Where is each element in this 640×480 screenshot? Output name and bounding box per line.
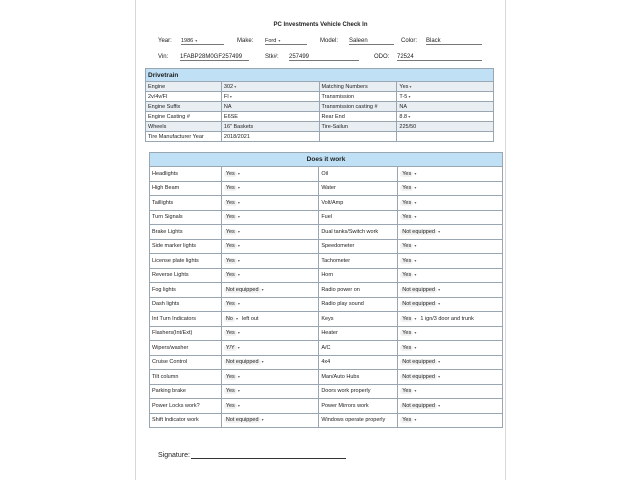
status-dropdown[interactable] [398,326,503,341]
status-value: Yes [225,373,235,380]
check-item-label-text: Tilt column [152,373,179,380]
status-value: Yes [402,272,412,279]
drivetrain-label [319,82,397,92]
check-item-label-text: Parking brake [152,388,186,395]
status-dropdown[interactable] [221,167,319,182]
status-dropdown[interactable] [221,413,319,428]
drivetrain-value[interactable] [397,82,494,92]
status-value: Not equipped [402,301,435,308]
status-value: Yes [225,301,235,308]
chevron-down-icon: ▾ [408,83,412,89]
check-item-label-text: Headlights [152,170,178,177]
drivetrain-label-text: Matching Numbers [321,83,368,90]
check-item-label-text: Keys [321,315,334,322]
drivetrain-label [146,102,222,112]
table-row [150,181,503,196]
status-dropdown[interactable] [398,283,503,298]
status-dropdown[interactable] [221,268,319,283]
status-value: Not equipped [225,286,259,293]
check-item-label-text: Water [321,185,336,192]
chevron-down-icon: ▾ [236,199,240,205]
status-note: 1 ign/3 door and trunk [420,315,474,322]
drivetrain-label-text: Transmission [321,93,355,100]
drivetrain-value[interactable] [221,92,319,102]
status-dropdown[interactable] [398,268,503,283]
status-value: Yes [225,214,235,221]
status-dropdown[interactable] [398,370,503,385]
status-value: Yes [225,243,235,250]
check-item-label [319,225,398,240]
chevron-down-icon: ▾ [413,272,417,278]
check-item-label [150,312,222,327]
color-label: Color: [401,38,418,44]
chevron-down-icon: ▾ [236,170,240,176]
table-row [150,210,503,225]
status-dropdown[interactable] [221,341,319,356]
status-dropdown[interactable] [221,239,319,254]
drivetrain-value-text: NA [223,103,232,110]
table-row [150,196,503,211]
drivetrain-label-text: Engine [148,83,166,90]
drivetrain-title: Drivetrain [146,69,494,82]
status-value: Yes [402,344,412,351]
status-dropdown[interactable] [398,254,503,269]
stk-field[interactable]: 257499 [289,54,359,61]
drivetrain-label [146,122,222,132]
status-value: Y/Y [225,344,235,351]
drivetrain-label-text: 2v/4v/FI [148,93,168,100]
table-row [150,399,503,414]
chevron-down-icon: ▾ [234,315,238,321]
status-dropdown[interactable] [221,225,319,240]
drivetrain-label [319,92,397,102]
check-item-label-text: Speedometer [321,243,355,250]
year-field[interactable] [181,38,224,45]
check-item-label-text: Side marker lights [152,243,197,250]
status-value: Not equipped [402,286,435,293]
check-item-label-text: Int Turn Indicators [152,315,197,322]
chevron-down-icon: ▾ [236,214,240,220]
chevron-down-icon: ▾ [236,272,240,278]
table-row [146,132,494,142]
check-item-label-text: Doors work properly [321,388,371,395]
check-item-label-text: Shift Indicator work [152,417,199,424]
check-item-label [319,355,398,370]
chevron-down-icon: ▾ [413,344,417,350]
check-item-label [319,268,398,283]
status-dropdown[interactable] [221,210,319,225]
status-value: Yes [402,185,412,192]
table-row [146,112,494,122]
drivetrain-label-text: Tire Manufacturer Year [148,133,204,140]
drivetrain-label [319,132,397,142]
table-row [150,413,503,428]
check-item-label [150,399,222,414]
check-item-label [319,370,398,385]
status-value: Not equipped [225,359,259,366]
drivetrain-value[interactable] [221,132,319,142]
check-item-label-text: High Beam [152,185,180,192]
drivetrain-value-text: 16" Baskets [223,123,254,130]
chevron-down-icon: ▾ [436,402,441,408]
check-item-label-text: Tachometer [321,257,351,264]
chevron-down-icon: ▾ [413,170,417,176]
check-item-label [150,254,222,269]
check-item-label [319,413,398,428]
signature-label: Signature: [158,452,190,459]
check-item-label-text: Fuel [321,214,333,221]
table-row [150,254,503,269]
chevron-down-icon: ▾ [413,417,417,423]
chevron-down-icon: ▾ [278,38,281,43]
drivetrain-value[interactable] [397,92,494,102]
drivetrain-label-text: Transmission casting # [321,103,378,110]
check-item-label [150,413,222,428]
status-value: Yes [225,199,235,206]
status-value: Not equipped [402,402,435,409]
table-row [146,102,494,112]
check-item-label [150,283,222,298]
drivetrain-value-text: T-5 [399,93,408,100]
check-item-label [150,297,222,312]
drivetrain-label [146,92,222,102]
check-item-label-text: Fog lights [152,286,176,293]
drivetrain-value[interactable] [221,102,319,112]
table-row [150,326,503,341]
drivetrain-value-text: 8.8 [399,113,408,120]
check-item-label [319,254,398,269]
drivetrain-value[interactable] [221,122,319,132]
check-item-label [150,181,222,196]
drivetrain-value-text: 302 [223,83,234,90]
status-value: Not equipped [402,228,435,235]
status-dropdown[interactable] [398,225,503,240]
status-value: Yes [402,315,412,322]
drivetrain-value[interactable] [397,122,494,132]
status-dropdown[interactable] [398,384,503,399]
chevron-down-icon: ▾ [236,373,240,379]
status-dropdown[interactable] [221,355,319,370]
check-item-label-text: Power Locks work? [152,402,200,409]
chevron-down-icon: ▾ [436,228,441,234]
check-item-label [319,196,398,211]
status-value: Yes [225,272,235,279]
check-item-label-text: Power Mirrors work [321,402,369,409]
chevron-down-icon: ▾ [413,315,417,321]
chevron-down-icon: ▾ [436,286,441,292]
drivetrain-table [145,68,494,142]
check-item-label-text: Turn Signals [152,214,183,221]
status-value: Yes [225,228,235,235]
check-item-label-text: Heater [321,330,338,337]
check-item-label [150,370,222,385]
chevron-down-icon: ▾ [436,301,441,307]
check-item-label [319,167,398,182]
status-dropdown[interactable] [398,355,503,370]
chevron-down-icon: ▾ [260,417,264,423]
chevron-down-icon: ▾ [236,330,240,336]
status-dropdown[interactable] [221,181,319,196]
chevron-down-icon: ▾ [236,243,240,249]
drivetrain-label [319,102,397,112]
odo-label: ODO: [374,54,390,60]
drivetrain-value-text: E6SE [223,113,238,120]
check-item-label [319,283,398,298]
status-value: Yes [402,243,412,250]
chevron-down-icon: ▾ [233,83,237,89]
drivetrain-label-text: Wheels [148,123,167,130]
table-row [150,297,503,312]
check-item-label-text: Man/Auto Hubs [321,373,360,380]
chevron-down-icon: ▾ [260,359,264,365]
check-item-label [319,399,398,414]
drivetrain-label-text: Rear End [321,113,345,120]
status-dropdown[interactable] [221,297,319,312]
check-item-label [150,326,222,341]
table-row [150,312,503,327]
chevron-down-icon: ▾ [413,185,417,191]
check-item-label [319,210,398,225]
check-item-label-text: Radio power on [321,286,360,293]
status-dropdown[interactable] [221,254,319,269]
check-item-label-text: Dual tanks/Switch work [321,228,379,235]
check-item-label [150,384,222,399]
table-row [150,268,503,283]
drivetrain-label-text: Tire-Sailun [321,123,348,130]
model-field[interactable]: Saleen [349,38,394,45]
check-item-label-text: Cruise Control [152,359,188,366]
table-row [146,122,494,132]
status-value: Yes [402,214,412,221]
status-value: No [225,315,233,322]
check-item-label-text: Dash lights [152,301,180,308]
document-title: PC Investments Vehicle Check In [273,22,368,28]
table-row [150,384,503,399]
signature-block [158,452,346,459]
check-item-label-text: Oil [321,170,329,177]
chevron-down-icon: ▾ [413,257,417,263]
check-item-label-text: Taillights [152,199,174,206]
check-item-label [319,341,398,356]
check-item-label [319,384,398,399]
chevron-down-icon: ▾ [260,286,264,292]
check-item-label-text: License plate lights [152,257,199,264]
status-value: Yes [225,330,235,337]
chevron-down-icon: ▾ [413,214,417,220]
chevron-down-icon: ▾ [236,185,240,191]
check-item-label [319,239,398,254]
drivetrain-label [319,112,397,122]
chevron-down-icon: ▾ [236,301,240,307]
check-item-label [150,196,222,211]
status-dropdown[interactable] [398,239,503,254]
status-dropdown[interactable] [398,297,503,312]
status-dropdown[interactable] [398,196,503,211]
check-item-label-text: A/C [321,344,331,351]
drivetrain-value-text: FI [223,93,229,100]
status-dropdown[interactable] [221,283,319,298]
status-value: Yes [402,257,412,264]
drivetrain-value[interactable] [397,102,494,112]
chevron-down-icon: ▾ [407,113,411,119]
signature-line[interactable] [191,458,346,459]
drivetrain-label-text: Engine Suffix [148,103,181,110]
make-value: Ford [265,38,277,44]
chevron-down-icon: ▾ [413,243,417,249]
table-row [150,370,503,385]
table-row [150,283,503,298]
check-item-label [150,341,222,356]
chevron-down-icon: ▾ [436,373,441,379]
status-dropdown[interactable] [398,167,503,182]
drivetrain-value[interactable] [397,112,494,122]
status-value: Yes [225,402,235,409]
check-item-label [319,181,398,196]
status-dropdown[interactable] [221,370,319,385]
check-item-label-text: Volt/Amp [321,199,344,206]
check-item-label-text: Horn [321,272,334,279]
check-item-label [150,268,222,283]
drivetrain-value-text: 225/50 [399,123,417,130]
chevron-down-icon: ▾ [407,93,411,99]
chevron-down-icon: ▾ [228,93,232,99]
table-row [150,167,503,182]
check-item-label [319,297,398,312]
chevron-down-icon: ▾ [195,38,198,43]
status-value: Yes [402,388,412,395]
check-item-label-text: 4x4 [321,359,331,366]
status-value: Yes [225,388,235,395]
status-value: Yes [402,330,412,337]
drivetrain-value[interactable] [221,82,319,92]
check-item-label-text: Windows operate properly [321,417,386,424]
status-value: Yes [225,257,235,264]
status-note: left out [241,315,259,322]
check-item-label [150,239,222,254]
check-item-label-text: Reverse Lights [152,272,189,279]
chevron-down-icon: ▾ [236,257,240,263]
drivetrain-label [146,82,222,92]
check-item-label-text: Wipers/washer [152,344,189,351]
table-row [150,355,503,370]
status-dropdown[interactable] [398,413,503,428]
odo-field[interactable]: 72524 [397,54,482,61]
document-page [135,0,506,480]
table-row [146,82,494,92]
drivetrain-value[interactable] [221,112,319,122]
status-value: Yes [402,199,412,206]
status-value: Yes [402,417,412,424]
status-dropdown[interactable] [398,312,503,327]
table-row [150,225,503,240]
check-item-label [150,225,222,240]
drivetrain-value-text: 2018/2021 [223,133,250,140]
table-row [146,92,494,102]
drivetrain-value-text: NA [399,103,408,110]
check-item-label [150,355,222,370]
status-dropdown[interactable] [221,399,319,414]
table-row [150,341,503,356]
drivetrain-value[interactable] [397,132,494,142]
check-item-label [319,326,398,341]
status-dropdown[interactable] [221,326,319,341]
check-item-label-text: Brake Lights [152,228,183,235]
status-value: Yes [225,185,235,192]
vin-field[interactable]: 1FABP28M0GF257499 [180,54,249,61]
vin-label: Vin: [158,54,169,60]
drivetrain-label-text: Engine Casting # [148,113,190,120]
status-value: Yes [402,170,412,177]
stk-label: Stk#: [265,54,279,60]
drivetrain-value-text: Yes [399,83,409,90]
check-item-label [319,312,398,327]
status-dropdown[interactable] [398,341,503,356]
year-value: 1986 [181,38,194,44]
check-item-label [150,210,222,225]
check-item-label-text: Radio play sound [321,301,364,308]
status-dropdown[interactable] [398,399,503,414]
chevron-down-icon: ▾ [413,330,417,336]
color-field[interactable]: Black [426,38,482,45]
chevron-down-icon: ▾ [236,228,240,234]
drivetrain-label [146,112,222,122]
status-value: Yes [225,170,235,177]
does-it-work-title: Does it work [150,153,503,167]
status-dropdown[interactable] [398,181,503,196]
chevron-down-icon: ▾ [236,402,240,408]
check-item-label-text: Flashers(Int/Ext) [152,330,193,337]
chevron-down-icon: ▾ [413,199,417,205]
chevron-down-icon: ▾ [413,388,417,394]
status-value: Not equipped [402,373,435,380]
status-dropdown[interactable] [221,312,319,327]
model-label: Model: [320,38,339,44]
check-item-label [150,167,222,182]
does-it-work-table [149,152,503,428]
chevron-down-icon: ▾ [436,359,441,365]
drivetrain-label [319,122,397,132]
make-label: Make: [237,38,254,44]
status-dropdown[interactable] [221,196,319,211]
drivetrain-label [146,132,222,142]
year-label: Year: [158,38,172,44]
status-dropdown[interactable] [221,384,319,399]
table-row [150,239,503,254]
make-field[interactable] [265,38,307,45]
status-dropdown[interactable] [398,210,503,225]
chevron-down-icon: ▾ [236,388,240,394]
status-value: Not equipped [225,417,259,424]
chevron-down-icon: ▾ [236,344,240,350]
status-value: Not equipped [402,359,435,366]
